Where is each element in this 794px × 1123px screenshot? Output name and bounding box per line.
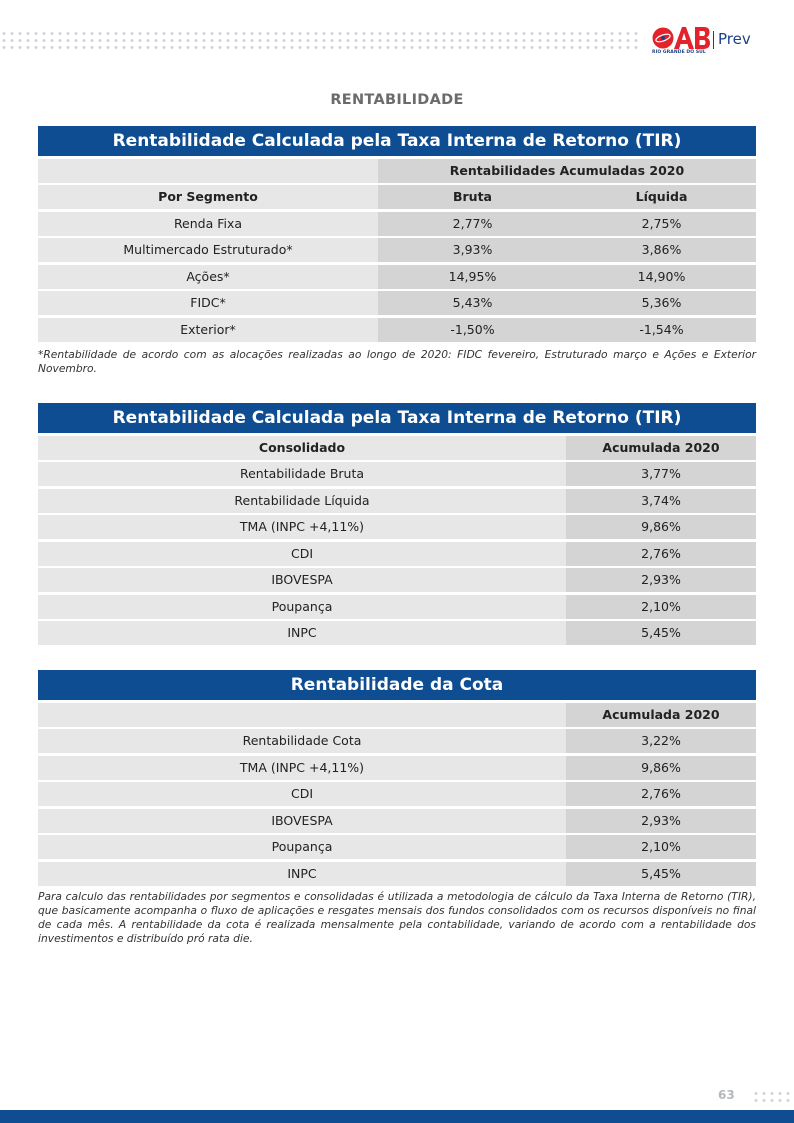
row-label: Exterior* [38,318,378,342]
table-row [38,756,756,780]
table-row [38,291,756,315]
row-value: 3,74% [566,489,756,513]
table-row [38,515,756,539]
net-value: -1,54% [567,318,756,342]
table-quota-returns [38,670,756,886]
page-title: RENTABILIDADE [330,92,464,108]
oab-prev-logo [652,26,762,60]
net-value: 2,75% [567,212,756,236]
row-value: 3,77% [566,462,756,486]
table-row [38,782,756,806]
net-value: 14,90% [567,265,756,289]
table-consolidated-returns [38,403,756,645]
row-label: Poupança [38,835,566,859]
row-label: Renda Fixa [38,212,378,236]
row-value: 5,45% [566,862,756,886]
row-label: TMA (INPC +4,11%) [38,515,566,539]
row-value: 2,76% [566,542,756,566]
table-row [38,809,756,833]
table-row [38,318,756,342]
table-title: Rentabilidade Calculada pela Taxa Interna de Retorno (TIR) [38,403,756,433]
table-title: Rentabilidade da Cota [38,670,756,700]
row-label: CDI [38,542,566,566]
logo-separator [713,31,714,49]
table-header-row [38,185,756,209]
net-value: 3,86% [567,238,756,262]
methodology-note: Para calculo das rentabilidades por segmentos e consolidadas é utilizada a metodologia de cálculo da Taxa Interna de Retorno (TIR), que basicamente acompanha o fluxo de aplicações e resgates mensais dos fundos consolidados com os recursos disponíveis no final de cada mês. A rentabilidade da cota é realizada mensalmente pela contabilidade, variando de acordo com a rentabilidade dos investimentos e distribuído pró rata die. [38,890,756,945]
table-row [38,542,756,566]
table-row [38,862,756,886]
gross-value: -1,50% [378,318,567,342]
row-label: Multimercado Estruturado* [38,238,378,262]
table-header-row [38,703,756,727]
column-header-net: Líquida [567,185,756,209]
logo-subtitle: RIO GRANDE DO SUL [652,50,706,55]
group-header: Rentabilidades Acumuladas 2020 [378,159,756,183]
table-row [38,621,756,645]
decorative-dot-grid-bottom [752,1090,794,1104]
row-value: 3,22% [566,729,756,753]
table-row [38,212,756,236]
table-row [38,265,756,289]
row-value: 9,86% [566,515,756,539]
row-label: Rentabilidade Bruta [38,462,566,486]
gross-value: 2,77% [378,212,567,236]
row-value: 2,93% [566,568,756,592]
table-row [38,595,756,619]
row-label: INPC [38,621,566,645]
row-label: IBOVESPA [38,568,566,592]
decorative-dot-grid-top [0,30,640,52]
table-row [38,489,756,513]
table-title: Rentabilidade Calculada pela Taxa Interna de Retorno (TIR) [38,126,756,156]
row-value: 5,45% [566,621,756,645]
page-number: 63 [718,1088,735,1102]
row-value: 2,93% [566,809,756,833]
row-label: TMA (INPC +4,11%) [38,756,566,780]
gross-value: 5,43% [378,291,567,315]
footer-bar [0,1110,794,1123]
row-value: 2,10% [566,835,756,859]
table-row [38,835,756,859]
gross-value: 3,93% [378,238,567,262]
column-header-accumulated: Acumulada 2020 [566,703,756,727]
empty-header-cell [38,703,566,727]
row-label: CDI [38,782,566,806]
row-label: Poupança [38,595,566,619]
column-header-consolidated: Consolidado [38,436,566,460]
row-label: Rentabilidade Cota [38,729,566,753]
table-row [38,568,756,592]
column-header-gross: Bruta [378,185,567,209]
row-label: IBOVESPA [38,809,566,833]
table-row [38,462,756,486]
row-value: 2,10% [566,595,756,619]
row-label: FIDC* [38,291,378,315]
net-value: 5,36% [567,291,756,315]
empty-header-cell [38,159,378,183]
row-value: 2,76% [566,782,756,806]
brand-prev-label: Prev [718,30,751,48]
table-segment-returns [38,126,756,342]
gross-value: 14,95% [378,265,567,289]
column-header-segment: Por Segmento [38,185,378,209]
table-row [38,729,756,753]
table-header-row [38,159,756,183]
row-label: Rentabilidade Líquida [38,489,566,513]
column-header-accumulated: Acumulada 2020 [566,436,756,460]
row-value: 9,86% [566,756,756,780]
row-label: Ações* [38,265,378,289]
allocation-footnote: *Rentabilidade de acordo com as alocações realizadas ao longo de 2020: FIDC fevereiro, Estruturado março e Ações e Exterior Novembro. [38,348,756,375]
table-row [38,238,756,262]
oab-logo-icon [652,26,710,50]
row-label: INPC [38,862,566,886]
table-header-row [38,436,756,460]
